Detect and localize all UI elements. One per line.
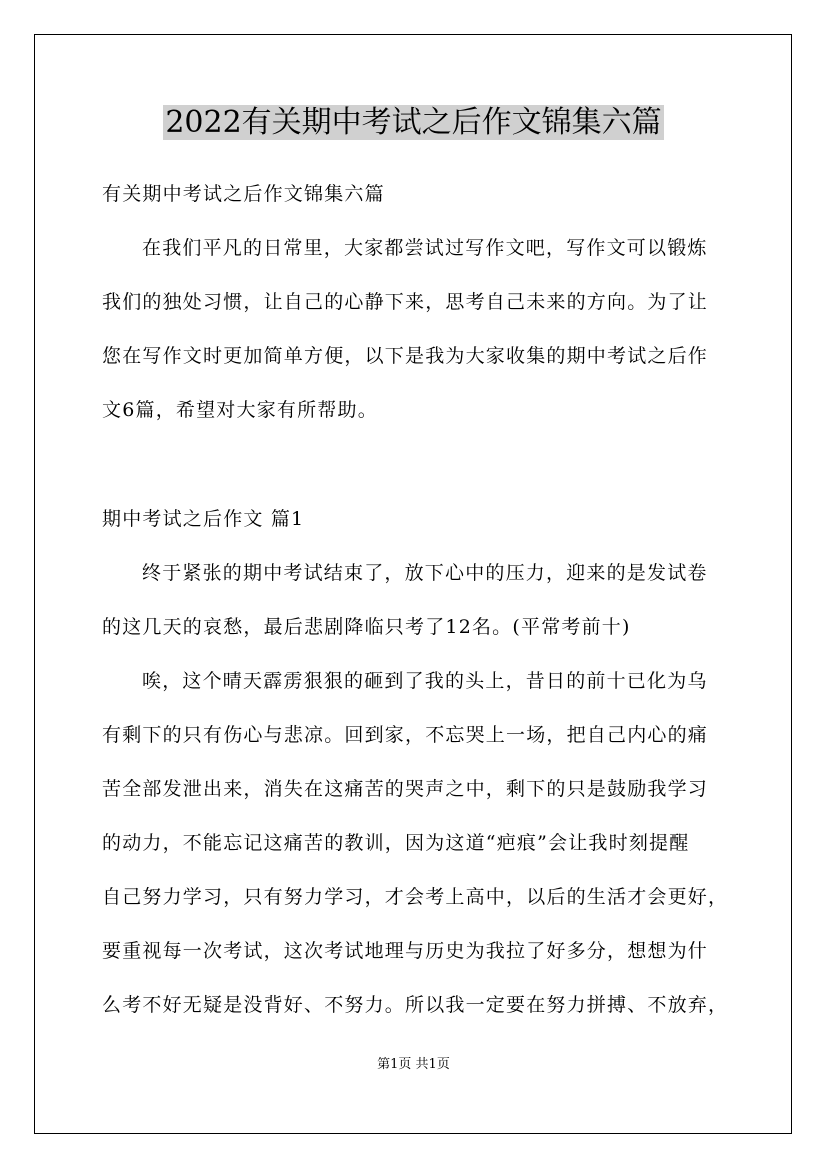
section-heading: 期中考试之后作文 篇1 [102, 508, 305, 530]
intro-line-1: 在我们平凡的日常里，大家都尝试过写作文吧，写作文可以锻炼 [142, 237, 708, 259]
body-line-1: 终于紧张的期中考试结束了，放下心中的压力，迎来的是发试卷 [142, 562, 708, 584]
body-line-7: 自己努力学习，只有努力学习，才会考上高中，以后的生活才会更好， [102, 886, 729, 908]
body-line-4: 有剩下的只有伤心与悲凉。回到家，不忘哭上一场，把自己内心的痛 [102, 724, 709, 746]
document-title [0, 102, 827, 144]
intro-line-2: 我们的独处习惯，让自己的心静下来，思考自己未来的方向。为了让 [102, 291, 709, 313]
intro-line-4: 文6篇，希望对大家有所帮助。 [102, 399, 378, 421]
body-line-8: 要重视每一次考试，这次考试地理与历史为我拉了好多分，想想为什 [102, 940, 709, 962]
intro-line-3: 您在写作文时更加简单方便，以下是我为大家收集的期中考试之后作 [102, 345, 709, 367]
body-line-6: 的动力，不能忘记这痛苦的教训，因为这道“疤痕”会让我时刻提醒 [102, 832, 690, 854]
body-line-2: 的这几天的哀愁，最后悲剧降临只考了12名。(平常考前十) [102, 616, 631, 638]
body-line-5: 苦全部发泄出来，消失在这痛苦的哭声之中，剩下的只是鼓励我学习 [102, 778, 709, 800]
document-subtitle: 有关期中考试之后作文锦集六篇 [102, 183, 385, 205]
page-footer: 第1页 共1页 [377, 1057, 450, 1072]
document-title-text: 2022有关期中考试之后作文锦集六篇 [165, 105, 662, 140]
body-line-9: 么考不好无疑是没背好、不努力。所以我一定要在努力拼搏、不放弃， [102, 994, 729, 1016]
body-line-3: 唉，这个晴天霹雳狠狠的砸到了我的头上，昔日的前十已化为乌 [142, 670, 708, 692]
